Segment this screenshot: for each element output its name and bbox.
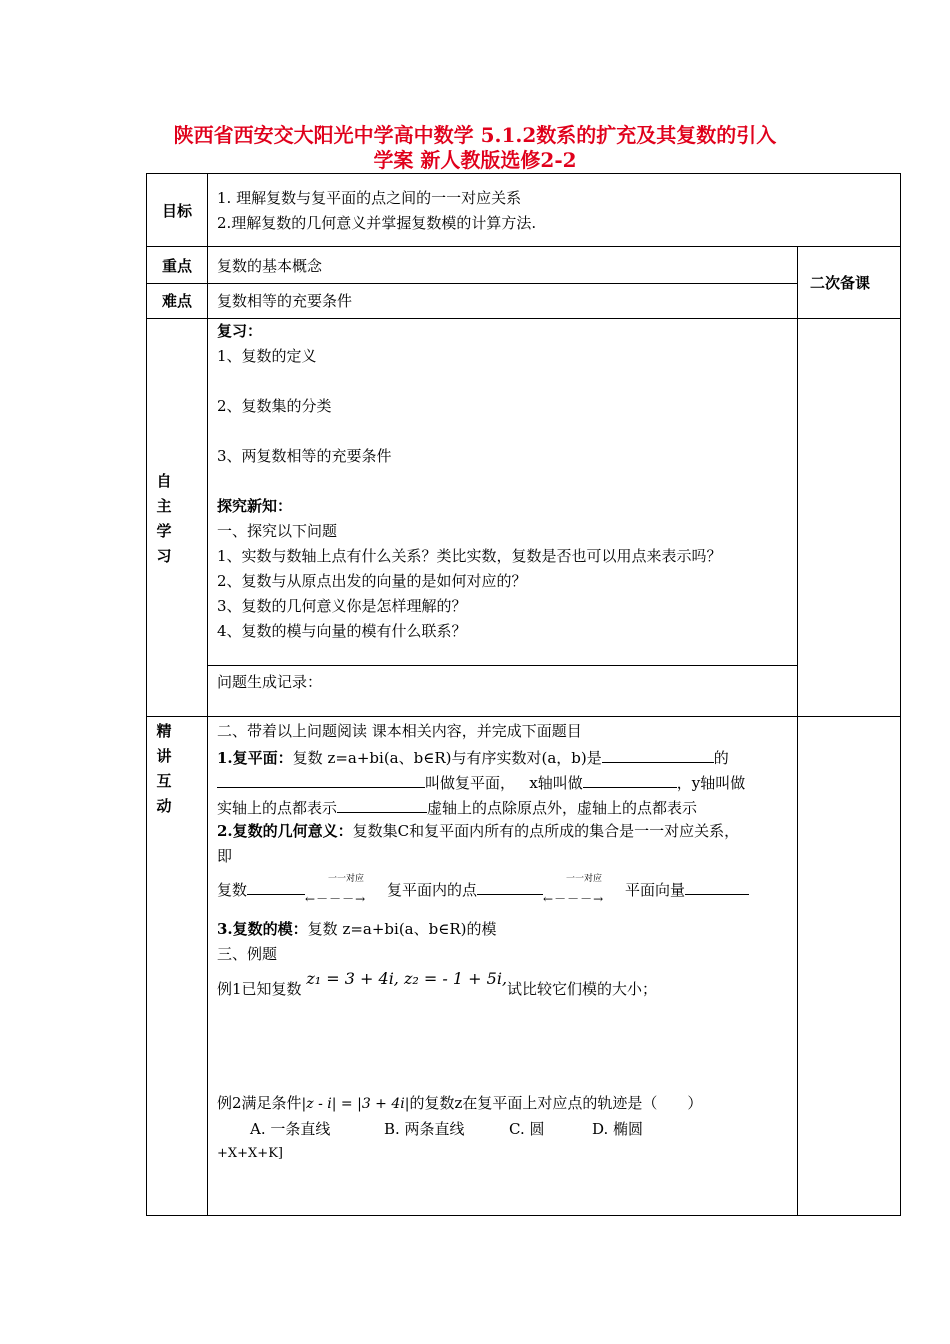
- example-1-formula: z₁ = 3 + 4i, z₂ = - 1 + 5i,: [306, 969, 508, 988]
- document-title-line1: 陕西省西安交大阳光中学高中数学 5.1.2数系的扩充及其复数的引入: [173, 123, 777, 147]
- lecture-intro: 二、带着以上问题阅读 课本相关内容，并完成下面题目: [217, 722, 582, 740]
- key-label: 重点: [161, 257, 192, 275]
- modulus-text: 复数 z=a+bi(a、b∈R)的模: [307, 920, 497, 938]
- double-arrow-icon-2: 一一对应 ←－－－→: [543, 874, 605, 906]
- example-2-prefix: 例2满足条件: [217, 1094, 302, 1112]
- lecture-label-3: 互: [156, 772, 172, 790]
- complex-plane-line3: [217, 797, 697, 817]
- blank-3[interactable]: [583, 772, 677, 788]
- example-1: [217, 969, 658, 998]
- geometric-meaning-title: 2.复数的几何意义：: [217, 822, 353, 840]
- complex-plane-line1: [217, 747, 729, 767]
- footer-note: +X+X+K]: [217, 1146, 283, 1161]
- complex-plane-text-b: 的: [713, 749, 729, 767]
- blank-2[interactable]: [217, 772, 425, 788]
- blank-7[interactable]: [685, 879, 749, 895]
- blank-1[interactable]: [602, 747, 714, 763]
- side-header: 二次备课: [809, 274, 870, 292]
- mapping-line: [217, 874, 749, 906]
- example-1-prefix: 例1已知复数: [217, 980, 302, 998]
- complex-plane-text-e: ，y轴叫做: [676, 774, 746, 792]
- mapping-vector: 平面向量: [625, 881, 686, 899]
- question-3: 3、复数的几何意义你是怎样理解的？: [217, 597, 467, 615]
- lecture-label-4: 动: [156, 797, 172, 815]
- geometric-meaning-line2: 即: [217, 847, 233, 865]
- question-4: 4、复数的模与向量的模有什么联系？: [217, 622, 467, 640]
- modulus-line: [217, 920, 496, 938]
- complex-plane-text-c: 叫做复平面，: [425, 774, 516, 792]
- blank-5[interactable]: [247, 879, 305, 895]
- review-item-2: 2、复数集的分类: [217, 397, 332, 415]
- modulus-title: 3.复数的模：: [217, 920, 308, 938]
- complex-plane-text-g: 虚轴上的点除原点外，虚轴上的点都表示: [427, 799, 698, 817]
- mapping-point: 复平面内的点: [387, 881, 478, 899]
- blank-6[interactable]: [477, 879, 543, 895]
- goal-item-1: 1. 理解复数与复平面的点之间的一一对应关系: [217, 189, 522, 207]
- mapping-complex: 复数: [217, 881, 248, 899]
- explore-title: 探究新知：: [217, 497, 293, 515]
- complex-plane-title: 1.复平面：: [217, 749, 293, 767]
- difficulty-text: 复数相等的充要条件: [217, 292, 353, 310]
- geometric-meaning-text: 复数集C和复平面内所有的点所成的集合是一一对应关系，: [352, 822, 740, 840]
- review-title: 复习：: [217, 322, 263, 340]
- goal-item-2: 2.理解复数的几何意义并掌握复数模的计算方法.: [217, 214, 537, 232]
- option-a: A. 一条直线: [250, 1120, 331, 1138]
- example-2-formula: |z - i| = |3 + 4i|: [301, 1096, 410, 1112]
- complex-plane-text-d: x轴叫做: [529, 774, 583, 792]
- geometric-meaning-line1: [217, 822, 739, 840]
- option-b: B. 两条直线: [384, 1120, 465, 1138]
- review-item-3: 3、两复数相等的充要条件: [217, 447, 392, 465]
- complex-plane-text-a: 复数 z=a+bi(a、b∈R)与有序实数对(a，b)是: [292, 749, 602, 767]
- example-2-suffix: 的复数z在复平面上对应点的轨迹是（ ）: [409, 1094, 703, 1112]
- self-study-label-4: 习: [156, 547, 172, 565]
- lecture-label-1: 精: [156, 722, 172, 740]
- example-1-suffix: 试比较它们模的大小；: [507, 980, 658, 998]
- self-study-label-3: 学: [156, 522, 172, 540]
- complex-plane-line2: [217, 772, 745, 792]
- example-2: [217, 1094, 702, 1113]
- question-2: 2、复数与从原点出发的向量的是如何对应的？: [217, 572, 527, 590]
- option-c: C. 圆: [509, 1120, 545, 1138]
- examples-title: 三、例题: [217, 945, 278, 963]
- blank-4[interactable]: [337, 797, 427, 813]
- complex-plane-text-f: 实轴上的点都表示: [217, 799, 338, 817]
- difficulty-label: 难点: [161, 292, 192, 310]
- document-title-line2: 学案 新人教版选修2-2: [373, 148, 577, 172]
- self-study-label-2: 主: [156, 497, 172, 515]
- goal-label: 目标: [161, 202, 192, 220]
- self-study-label-1: 自: [156, 472, 172, 490]
- record-label: 问题生成记录：: [217, 673, 323, 691]
- explore-subtitle: 一、探究以下问题: [217, 522, 338, 540]
- question-1: 1、实数与数轴上点有什么关系？类比实数，复数是否也可以用点来表示吗？: [217, 547, 722, 565]
- option-d: D. 椭圆: [592, 1120, 644, 1138]
- double-arrow-icon-1: 一一对应 ←－－－→: [305, 874, 367, 906]
- key-text: 复数的基本概念: [217, 257, 323, 275]
- lecture-label-2: 讲: [156, 747, 172, 765]
- review-item-1: 1、复数的定义: [217, 347, 317, 365]
